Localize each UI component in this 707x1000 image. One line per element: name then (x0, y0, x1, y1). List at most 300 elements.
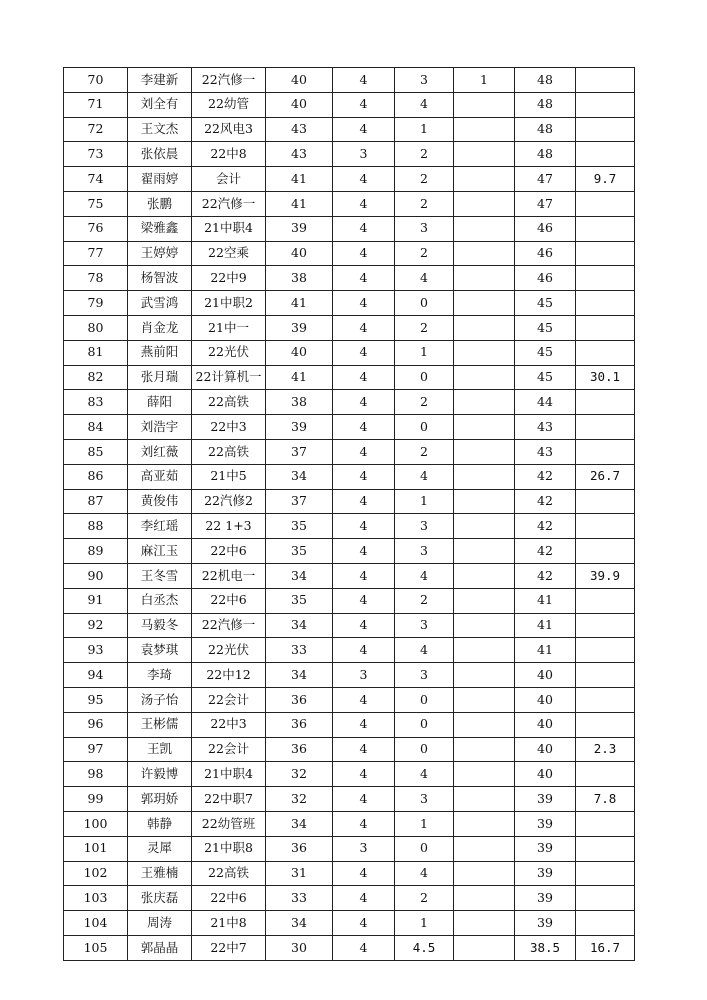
class-cell: 22会计 (192, 737, 266, 762)
extra-cell (576, 266, 635, 291)
name-cell: 李建新 (128, 68, 192, 93)
table-body (64, 68, 635, 961)
class-cell: 22高铁 (192, 390, 266, 415)
score-2-cell: 4 (333, 439, 395, 464)
total-cell: 40 (515, 737, 576, 762)
name-cell: 张月瑞 (128, 365, 192, 390)
score-1-cell: 43 (266, 117, 333, 142)
score-1-cell: 36 (266, 737, 333, 762)
rank-cell: 80 (64, 315, 128, 340)
table-row (64, 539, 635, 564)
class-cell: 22高铁 (192, 439, 266, 464)
rank-cell: 72 (64, 117, 128, 142)
extra-cell: 26.7 (576, 464, 635, 489)
rank-cell: 70 (64, 68, 128, 93)
name-cell: 杨智波 (128, 266, 192, 291)
score-3-cell: 0 (395, 365, 454, 390)
score-3-cell: 3 (395, 68, 454, 93)
table-row (64, 68, 635, 93)
score-2-cell: 4 (333, 291, 395, 316)
score-table (63, 67, 635, 961)
table-row (64, 737, 635, 762)
rank-cell: 95 (64, 687, 128, 712)
name-cell: 燕前阳 (128, 340, 192, 365)
score-3-cell: 2 (395, 588, 454, 613)
score-4-cell (454, 935, 515, 960)
table-row (64, 836, 635, 861)
total-cell: 42 (515, 539, 576, 564)
extra-cell: 30.1 (576, 365, 635, 390)
name-cell: 高亚茹 (128, 464, 192, 489)
score-1-cell: 40 (266, 340, 333, 365)
score-4-cell: 1 (454, 68, 515, 93)
score-2-cell: 4 (333, 687, 395, 712)
extra-cell (576, 663, 635, 688)
score-1-cell: 36 (266, 836, 333, 861)
score-1-cell: 41 (266, 365, 333, 390)
rank-cell: 105 (64, 935, 128, 960)
name-cell: 王雅楠 (128, 861, 192, 886)
name-cell: 翟雨婷 (128, 167, 192, 192)
table-row (64, 92, 635, 117)
total-cell: 39 (515, 836, 576, 861)
name-cell: 张依晨 (128, 142, 192, 167)
score-4-cell (454, 315, 515, 340)
extra-cell (576, 588, 635, 613)
score-4-cell (454, 241, 515, 266)
table-row (64, 340, 635, 365)
total-cell: 42 (515, 464, 576, 489)
score-1-cell: 41 (266, 167, 333, 192)
class-cell: 22会计 (192, 687, 266, 712)
score-1-cell: 38 (266, 390, 333, 415)
score-1-cell: 39 (266, 315, 333, 340)
total-cell: 45 (515, 315, 576, 340)
extra-cell (576, 911, 635, 936)
table-row (64, 663, 635, 688)
score-4-cell (454, 663, 515, 688)
document-page (63, 67, 635, 961)
class-cell: 22汽修2 (192, 489, 266, 514)
total-cell: 45 (515, 365, 576, 390)
score-3-cell: 4 (395, 266, 454, 291)
name-cell: 王婷婷 (128, 241, 192, 266)
score-1-cell: 34 (266, 811, 333, 836)
rank-cell: 81 (64, 340, 128, 365)
total-cell: 48 (515, 117, 576, 142)
total-cell: 48 (515, 92, 576, 117)
score-1-cell: 37 (266, 489, 333, 514)
rank-cell: 85 (64, 439, 128, 464)
rank-cell: 77 (64, 241, 128, 266)
score-3-cell: 3 (395, 216, 454, 241)
table-row (64, 216, 635, 241)
table-row (64, 638, 635, 663)
score-4-cell (454, 390, 515, 415)
score-1-cell: 34 (266, 911, 333, 936)
table-row (64, 464, 635, 489)
table-row (64, 712, 635, 737)
score-4-cell (454, 439, 515, 464)
table-row (64, 886, 635, 911)
score-3-cell: 0 (395, 712, 454, 737)
extra-cell (576, 191, 635, 216)
score-3-cell: 3 (395, 539, 454, 564)
table-row (64, 415, 635, 440)
class-cell: 22中9 (192, 266, 266, 291)
name-cell: 薛阳 (128, 390, 192, 415)
score-3-cell: 2 (395, 241, 454, 266)
extra-cell (576, 216, 635, 241)
score-3-cell: 0 (395, 737, 454, 762)
table-row (64, 563, 635, 588)
name-cell: 韩静 (128, 811, 192, 836)
score-1-cell: 32 (266, 762, 333, 787)
class-cell: 22 1+3 (192, 514, 266, 539)
score-4-cell (454, 191, 515, 216)
rank-cell: 78 (64, 266, 128, 291)
score-1-cell: 36 (266, 712, 333, 737)
score-4-cell (454, 415, 515, 440)
name-cell: 麻江玉 (128, 539, 192, 564)
score-4-cell (454, 886, 515, 911)
score-1-cell: 40 (266, 68, 333, 93)
score-2-cell: 4 (333, 117, 395, 142)
score-3-cell: 0 (395, 836, 454, 861)
score-2-cell: 4 (333, 241, 395, 266)
score-2-cell: 4 (333, 787, 395, 812)
name-cell: 李琦 (128, 663, 192, 688)
class-cell: 22中7 (192, 935, 266, 960)
total-cell: 40 (515, 663, 576, 688)
name-cell: 马毅冬 (128, 613, 192, 638)
table-row (64, 266, 635, 291)
rank-cell: 82 (64, 365, 128, 390)
total-cell: 39 (515, 811, 576, 836)
name-cell: 刘全有 (128, 92, 192, 117)
score-4-cell (454, 216, 515, 241)
class-cell: 22计算机一 (192, 365, 266, 390)
extra-cell (576, 439, 635, 464)
class-cell: 21中职8 (192, 836, 266, 861)
score-2-cell: 4 (333, 489, 395, 514)
score-4-cell (454, 464, 515, 489)
total-cell: 43 (515, 439, 576, 464)
score-2-cell: 3 (333, 836, 395, 861)
score-3-cell: 2 (395, 142, 454, 167)
score-2-cell: 4 (333, 514, 395, 539)
score-3-cell: 2 (395, 167, 454, 192)
rank-cell: 104 (64, 911, 128, 936)
score-4-cell (454, 712, 515, 737)
extra-cell (576, 241, 635, 266)
extra-cell: 39.9 (576, 563, 635, 588)
rank-cell: 89 (64, 539, 128, 564)
rank-cell: 96 (64, 712, 128, 737)
score-1-cell: 34 (266, 613, 333, 638)
score-3-cell: 1 (395, 340, 454, 365)
score-2-cell: 4 (333, 464, 395, 489)
score-2-cell: 4 (333, 563, 395, 588)
score-2-cell: 4 (333, 340, 395, 365)
extra-cell (576, 712, 635, 737)
name-cell: 王文杰 (128, 117, 192, 142)
name-cell: 张鹏 (128, 191, 192, 216)
score-1-cell: 35 (266, 514, 333, 539)
name-cell: 许毅博 (128, 762, 192, 787)
table-row (64, 588, 635, 613)
total-cell: 48 (515, 68, 576, 93)
class-cell: 22中12 (192, 663, 266, 688)
table-row (64, 613, 635, 638)
extra-cell (576, 390, 635, 415)
class-cell: 21中8 (192, 911, 266, 936)
rank-cell: 92 (64, 613, 128, 638)
score-1-cell: 34 (266, 464, 333, 489)
total-cell: 47 (515, 167, 576, 192)
score-2-cell: 4 (333, 539, 395, 564)
rank-cell: 73 (64, 142, 128, 167)
class-cell: 22汽修一 (192, 613, 266, 638)
name-cell: 郭玥娇 (128, 787, 192, 812)
extra-cell (576, 291, 635, 316)
rank-cell: 103 (64, 886, 128, 911)
total-cell: 41 (515, 588, 576, 613)
score-3-cell: 4 (395, 464, 454, 489)
class-cell: 22幼管 (192, 92, 266, 117)
score-2-cell: 4 (333, 613, 395, 638)
rank-cell: 97 (64, 737, 128, 762)
extra-cell: 9.7 (576, 167, 635, 192)
score-3-cell: 2 (395, 886, 454, 911)
total-cell: 47 (515, 191, 576, 216)
table-row (64, 911, 635, 936)
rank-cell: 88 (64, 514, 128, 539)
class-cell: 22幼管班 (192, 811, 266, 836)
class-cell: 21中职4 (192, 216, 266, 241)
score-4-cell (454, 539, 515, 564)
score-3-cell: 2 (395, 315, 454, 340)
class-cell: 21中职4 (192, 762, 266, 787)
rank-cell: 99 (64, 787, 128, 812)
score-1-cell: 40 (266, 92, 333, 117)
rank-cell: 101 (64, 836, 128, 861)
name-cell: 刘浩宇 (128, 415, 192, 440)
table-row (64, 489, 635, 514)
score-4-cell (454, 117, 515, 142)
total-cell: 39 (515, 861, 576, 886)
score-3-cell: 0 (395, 291, 454, 316)
name-cell: 白丞杰 (128, 588, 192, 613)
total-cell: 38.5 (515, 935, 576, 960)
score-2-cell: 4 (333, 191, 395, 216)
score-4-cell (454, 92, 515, 117)
name-cell: 周涛 (128, 911, 192, 936)
total-cell: 45 (515, 291, 576, 316)
score-2-cell: 4 (333, 638, 395, 663)
extra-cell: 2.3 (576, 737, 635, 762)
score-2-cell: 4 (333, 911, 395, 936)
extra-cell (576, 638, 635, 663)
name-cell: 王彬儒 (128, 712, 192, 737)
name-cell: 王冬雪 (128, 563, 192, 588)
class-cell: 22光伏 (192, 340, 266, 365)
score-4-cell (454, 811, 515, 836)
score-1-cell: 41 (266, 191, 333, 216)
score-4-cell (454, 291, 515, 316)
score-4-cell (454, 563, 515, 588)
table-row (64, 291, 635, 316)
score-2-cell: 4 (333, 365, 395, 390)
score-4-cell (454, 167, 515, 192)
extra-cell (576, 861, 635, 886)
class-cell: 22中8 (192, 142, 266, 167)
extra-cell (576, 92, 635, 117)
extra-cell (576, 539, 635, 564)
class-cell: 22中6 (192, 539, 266, 564)
class-cell: 22高铁 (192, 861, 266, 886)
total-cell: 42 (515, 514, 576, 539)
extra-cell (576, 811, 635, 836)
rank-cell: 74 (64, 167, 128, 192)
score-1-cell: 37 (266, 439, 333, 464)
extra-cell (576, 315, 635, 340)
extra-cell (576, 489, 635, 514)
score-3-cell: 3 (395, 514, 454, 539)
score-2-cell: 4 (333, 415, 395, 440)
total-cell: 39 (515, 911, 576, 936)
name-cell: 袁梦琪 (128, 638, 192, 663)
total-cell: 42 (515, 563, 576, 588)
score-4-cell (454, 638, 515, 663)
score-4-cell (454, 687, 515, 712)
name-cell: 汤子怡 (128, 687, 192, 712)
rank-cell: 87 (64, 489, 128, 514)
total-cell: 45 (515, 340, 576, 365)
table-row (64, 191, 635, 216)
score-1-cell: 36 (266, 687, 333, 712)
total-cell: 48 (515, 142, 576, 167)
score-3-cell: 1 (395, 117, 454, 142)
score-2-cell: 4 (333, 315, 395, 340)
extra-cell (576, 68, 635, 93)
score-4-cell (454, 762, 515, 787)
class-cell: 22汽修一 (192, 68, 266, 93)
score-2-cell: 4 (333, 216, 395, 241)
score-3-cell: 3 (395, 613, 454, 638)
score-2-cell: 4 (333, 861, 395, 886)
class-cell: 22风电3 (192, 117, 266, 142)
score-3-cell: 4 (395, 762, 454, 787)
class-cell: 22空乘 (192, 241, 266, 266)
score-2-cell: 4 (333, 811, 395, 836)
total-cell: 40 (515, 762, 576, 787)
score-1-cell: 40 (266, 241, 333, 266)
extra-cell (576, 340, 635, 365)
score-4-cell (454, 911, 515, 936)
rank-cell: 76 (64, 216, 128, 241)
name-cell: 武雪鸿 (128, 291, 192, 316)
total-cell: 43 (515, 415, 576, 440)
score-3-cell: 4 (395, 92, 454, 117)
total-cell: 40 (515, 712, 576, 737)
score-1-cell: 34 (266, 563, 333, 588)
total-cell: 44 (515, 390, 576, 415)
name-cell: 李红瑶 (128, 514, 192, 539)
name-cell: 灵犀 (128, 836, 192, 861)
score-3-cell: 2 (395, 191, 454, 216)
table-row (64, 439, 635, 464)
name-cell: 郭晶晶 (128, 935, 192, 960)
score-2-cell: 4 (333, 712, 395, 737)
class-cell: 21中5 (192, 464, 266, 489)
class-cell: 22中6 (192, 588, 266, 613)
rank-cell: 91 (64, 588, 128, 613)
score-3-cell: 4 (395, 563, 454, 588)
score-4-cell (454, 787, 515, 812)
table-row (64, 167, 635, 192)
score-2-cell: 4 (333, 762, 395, 787)
rank-cell: 75 (64, 191, 128, 216)
score-1-cell: 34 (266, 663, 333, 688)
rank-cell: 93 (64, 638, 128, 663)
class-cell: 22中3 (192, 712, 266, 737)
score-3-cell: 0 (395, 687, 454, 712)
extra-cell: 7.8 (576, 787, 635, 812)
table-row (64, 241, 635, 266)
rank-cell: 83 (64, 390, 128, 415)
score-2-cell: 4 (333, 588, 395, 613)
rank-cell: 102 (64, 861, 128, 886)
table-row (64, 365, 635, 390)
score-1-cell: 39 (266, 216, 333, 241)
score-2-cell: 4 (333, 167, 395, 192)
name-cell: 黄俊伟 (128, 489, 192, 514)
score-1-cell: 41 (266, 291, 333, 316)
class-cell: 22中3 (192, 415, 266, 440)
score-1-cell: 31 (266, 861, 333, 886)
score-3-cell: 1 (395, 489, 454, 514)
score-4-cell (454, 613, 515, 638)
rank-cell: 86 (64, 464, 128, 489)
score-1-cell: 33 (266, 886, 333, 911)
score-2-cell: 3 (333, 142, 395, 167)
extra-cell (576, 687, 635, 712)
score-1-cell: 35 (266, 588, 333, 613)
total-cell: 46 (515, 216, 576, 241)
score-4-cell (454, 588, 515, 613)
table-row (64, 861, 635, 886)
score-3-cell: 2 (395, 390, 454, 415)
rank-cell: 79 (64, 291, 128, 316)
name-cell: 张庆磊 (128, 886, 192, 911)
score-3-cell: 4 (395, 638, 454, 663)
score-1-cell: 30 (266, 935, 333, 960)
table-row (64, 142, 635, 167)
table-row (64, 687, 635, 712)
score-3-cell: 4 (395, 861, 454, 886)
score-4-cell (454, 861, 515, 886)
table-row (64, 390, 635, 415)
table-row (64, 514, 635, 539)
score-3-cell: 3 (395, 787, 454, 812)
score-4-cell (454, 737, 515, 762)
score-3-cell: 1 (395, 911, 454, 936)
score-4-cell (454, 340, 515, 365)
table-row (64, 787, 635, 812)
score-3-cell: 3 (395, 663, 454, 688)
rank-cell: 90 (64, 563, 128, 588)
